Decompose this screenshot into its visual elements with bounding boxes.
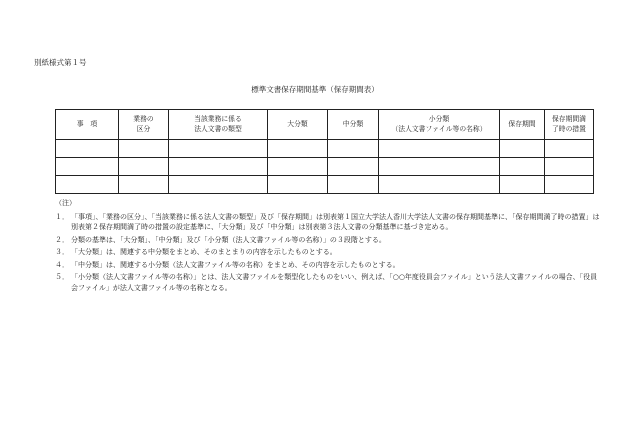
table-cell bbox=[119, 140, 169, 158]
table-cell bbox=[379, 176, 500, 194]
note-number: ５． bbox=[55, 273, 69, 281]
table-row bbox=[56, 158, 594, 176]
table-cell bbox=[328, 176, 379, 194]
table-cell bbox=[545, 140, 594, 158]
note-number: １． bbox=[55, 212, 69, 221]
header-manryo-sochi: 保存期間満 了時の措置 bbox=[545, 110, 594, 140]
table-row bbox=[56, 140, 594, 158]
note-item bbox=[55, 235, 600, 246]
table-cell bbox=[119, 158, 169, 176]
table-cell bbox=[500, 140, 545, 158]
note-item bbox=[55, 260, 600, 271]
table-cell bbox=[328, 158, 379, 176]
table-cell bbox=[56, 158, 119, 176]
table-cell bbox=[545, 158, 594, 176]
note-item bbox=[55, 247, 600, 258]
header-gyomu-kubun: 業務の 区分 bbox=[119, 110, 169, 140]
table-cell bbox=[169, 176, 268, 194]
table-cell bbox=[545, 176, 594, 194]
notes-heading: （注） bbox=[55, 199, 76, 207]
table-cell bbox=[379, 140, 500, 158]
table-cell bbox=[169, 158, 268, 176]
form-number: 別紙様式第１号 bbox=[34, 58, 87, 67]
note-item bbox=[55, 272, 600, 293]
note-number: ３． bbox=[55, 248, 69, 256]
table-cell bbox=[56, 140, 119, 158]
note-text: 分類の基準は、「大分類」、「中分類」及び「小分類（法人文書ファイル等の名称）」の３段階とする。 bbox=[71, 235, 386, 244]
note-item bbox=[55, 212, 600, 233]
header-shobunrui: 小分類 （法人文書ファイル等の名称） bbox=[379, 110, 500, 140]
header-bunsho-ruikei: 当該業務に係る 法人文書の類型 bbox=[169, 110, 268, 140]
retention-period-table bbox=[55, 109, 594, 194]
document-title: 標準文書保存期間基準（保存期間表） bbox=[251, 85, 379, 94]
note-text: 「大分類」は、関連する中分類をまとめ、そのまとまりの内容を示したものとする。 bbox=[71, 248, 337, 256]
header-chubunrui: 中分類 bbox=[328, 110, 379, 140]
note-text: 「小分類（法人文書ファイル等の名称）」とは、法人文書ファイルを類型化したものをいい、例えば、「○○年度役員会ファイル」という法人文書ファイルの場合、「役員会ファイル」が法人文書ファイル等の名称となる。 bbox=[71, 273, 598, 292]
header-hozon-kikan: 保存期間 bbox=[500, 110, 545, 140]
table-cell bbox=[328, 140, 379, 158]
table-cell bbox=[379, 158, 500, 176]
table-cell bbox=[500, 176, 545, 194]
table-row bbox=[56, 176, 594, 194]
table-cell bbox=[268, 176, 328, 194]
note-text: 「中分類」は、関連する小分類（法人文書ファイル等の名称）をまとめ、その内容を示したものとする。 bbox=[71, 260, 400, 269]
note-number: ４． bbox=[55, 260, 69, 269]
table-cell bbox=[268, 140, 328, 158]
note-number: ２． bbox=[55, 235, 69, 244]
table-cell bbox=[268, 158, 328, 176]
table-cell bbox=[56, 176, 119, 194]
note-text: 「事項」、「業務の区分」、「当該業務に係る法人文書の類型」及び「保存期間」は別表第１国立大学法人香川大学法人文書の保存期間基準に、「保存期間満了時の措置」は別表第２保存期間満了時の措置の設定基準に、「大分類」及び「中分類」は別表第３法人文書の分類基準に基づき定める。 bbox=[71, 212, 600, 231]
header-daibunrui: 大分類 bbox=[268, 110, 328, 140]
table-cell bbox=[169, 140, 268, 158]
table-cell bbox=[500, 158, 545, 176]
table-header-row bbox=[56, 110, 594, 140]
table-cell bbox=[119, 176, 169, 194]
header-jiko: 事 項 bbox=[56, 110, 119, 140]
notes-section bbox=[55, 198, 600, 295]
